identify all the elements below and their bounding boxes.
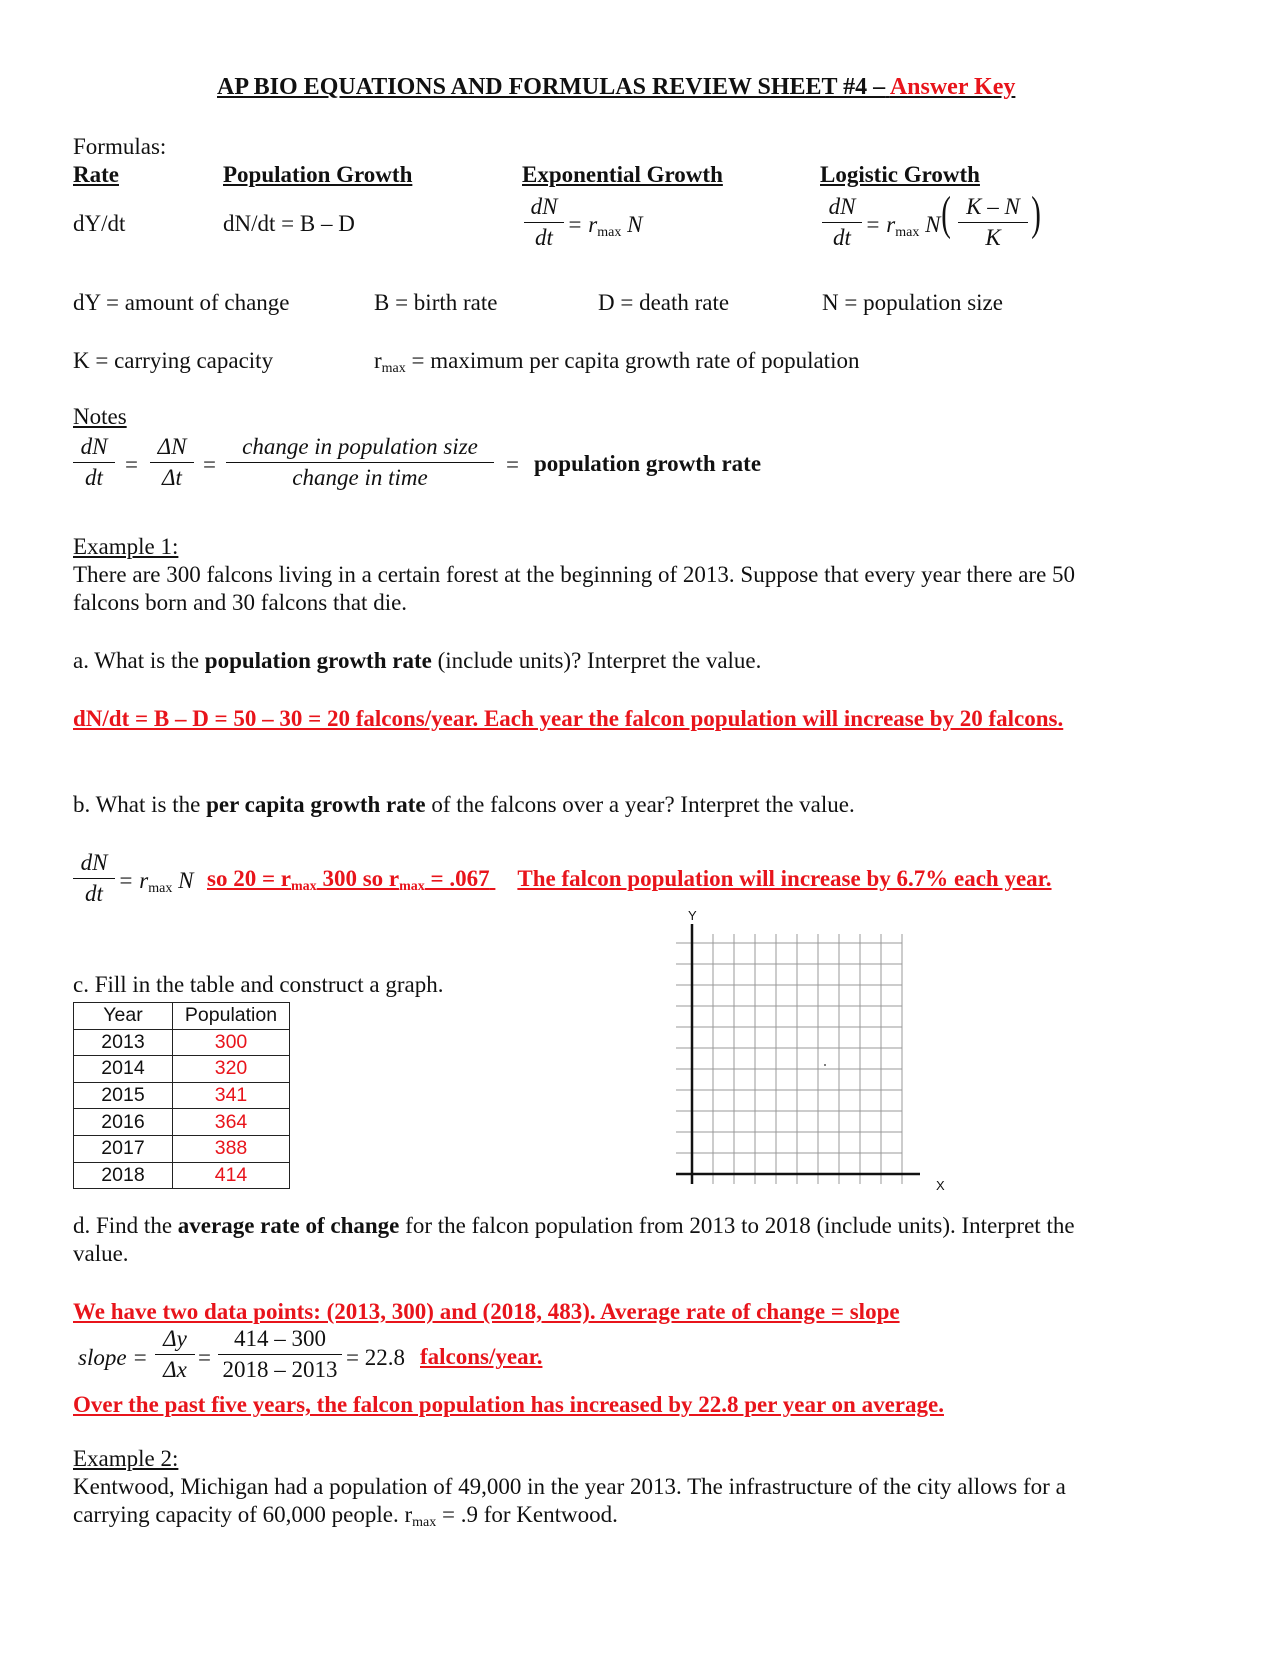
exponential-fraction — [524, 194, 564, 251]
notes-result: population growth rate — [534, 451, 762, 476]
slope-units: falcons/year. — [420, 1344, 543, 1369]
cell-population[interactable]: 414 — [173, 1162, 290, 1189]
slope-eq: = — [198, 1345, 211, 1370]
rate-heading: Rate — [73, 162, 119, 187]
table-row — [74, 1109, 290, 1136]
table-header-year: Year — [74, 1003, 173, 1030]
example1-label: Example 1: — [73, 534, 179, 559]
qd-prefix: d. Find the — [73, 1213, 178, 1238]
notes-change-time: change in time — [292, 465, 428, 490]
answer-key-label: Answer Key — [889, 74, 1016, 100]
notes-label: Notes — [73, 404, 127, 429]
def-rmax — [374, 348, 859, 377]
exp-num: dN — [524, 194, 564, 223]
answer-b — [207, 866, 1052, 895]
question-d — [73, 1213, 1075, 1239]
formulas-label: Formulas: — [73, 134, 167, 159]
slope-delta-fraction — [155, 1326, 195, 1383]
rmax-sub: max — [381, 361, 406, 376]
example2-sub: max — [412, 1515, 437, 1530]
question-c: c. Fill in the table and construct a graph. — [73, 972, 444, 997]
qb-den: dt — [85, 881, 103, 906]
cell-year: 2017 — [74, 1135, 173, 1162]
rmax-r: r — [374, 348, 382, 373]
cell-year: 2013 — [74, 1029, 173, 1056]
notes-dt: dt — [85, 465, 103, 490]
log-sub: max — [895, 225, 920, 240]
logistic-inner-fraction — [958, 194, 1028, 251]
rate-expr: dY/dt — [73, 211, 126, 236]
notes-words-fraction — [226, 434, 494, 491]
log-num: dN — [822, 194, 862, 223]
slope-num: 414 – 300 — [218, 1326, 342, 1355]
table-header-row — [74, 1003, 290, 1030]
log-inner-den: K — [985, 225, 1001, 250]
cell-year: 2014 — [74, 1056, 173, 1083]
slope-den: 2018 – 2013 — [222, 1357, 338, 1382]
example2-label: Example 2: — [73, 1446, 179, 1471]
qb-fraction — [73, 850, 115, 907]
slope-label: slope = — [78, 1345, 148, 1370]
exp-rhs: = r — [567, 212, 598, 237]
qb-rhs-tail: N — [178, 868, 194, 893]
population-table — [73, 1002, 290, 1189]
qa-suffix: (include units)? Interpret the value. — [431, 648, 762, 673]
example2-line1: Kentwood, Michigan had a population of 49,000 in the year 2013. The infrastructure of the city allows for a — [73, 1474, 1066, 1499]
notes-delta-n: ΔN — [150, 434, 194, 463]
cell-population[interactable]: 300 — [173, 1029, 290, 1056]
table-row — [74, 1056, 290, 1083]
slope-dy: Δy — [155, 1326, 195, 1355]
answer-d-line3: Over the past five years, the falcon population has increased by 22.8 per year on average. — [73, 1392, 944, 1417]
cell-year: 2016 — [74, 1109, 173, 1136]
log-inner-num: K – N — [958, 194, 1028, 223]
cell-population[interactable]: 388 — [173, 1135, 290, 1162]
logistic-fraction — [822, 194, 862, 251]
def-dy: dY = amount of change — [73, 290, 290, 315]
qb-rhs-r: = r — [118, 868, 149, 893]
cell-population[interactable]: 364 — [173, 1109, 290, 1136]
log-tail: N — [925, 212, 941, 237]
logistic-rhs — [865, 212, 940, 241]
notes-delta-fraction — [150, 434, 194, 491]
blank-graph[interactable] — [676, 924, 976, 1184]
notes-dn-dt — [73, 434, 115, 491]
table-row — [74, 1135, 290, 1162]
graph-x-label: X — [936, 1178, 945, 1193]
population-growth-heading: Population Growth — [223, 162, 413, 187]
question-b — [73, 792, 855, 818]
notes-eq-2: = — [203, 452, 216, 477]
table-row — [74, 1029, 290, 1056]
logistic-paren-right: ) — [1031, 187, 1041, 240]
def-k: K = carrying capacity — [73, 348, 274, 373]
exponential-rhs — [567, 212, 642, 241]
example1-line1: There are 300 falcons living in a certain forest at the beginning of 2013. Suppose that every year there are 50 — [73, 562, 1076, 587]
title-text: AP BIO EQUATIONS AND FORMULAS REVIEW SHEET #4 – — [217, 74, 886, 100]
answer-a: dN/dt = B – D = 50 – 30 = 20 falcons/year. Each year the falcon population will increase by 20 falcons. — [73, 706, 1064, 731]
def-b: B = birth rate — [374, 290, 498, 315]
cell-year: 2015 — [74, 1082, 173, 1109]
table-header-population: Population — [173, 1003, 290, 1030]
def-d: D = death rate — [598, 290, 730, 315]
population-growth-expr: dN/dt = B – D — [223, 211, 355, 236]
cell-population[interactable]: 320 — [173, 1056, 290, 1083]
question-a — [73, 648, 761, 674]
log-rhs: = r — [865, 212, 896, 237]
exp-sub: max — [597, 225, 622, 240]
table-row — [74, 1082, 290, 1109]
example1-line2: falcons born and 30 falcons that die. — [73, 590, 408, 615]
qd-bold: average rate of change — [177, 1213, 400, 1238]
graph-grid — [676, 934, 902, 1184]
logistic-growth-heading: Logistic Growth — [820, 162, 980, 187]
ans-b-sub2: max — [399, 879, 425, 894]
notes-delta-t: Δt — [162, 465, 182, 490]
example2-line2a: carrying capacity of 60,000 people. r — [73, 1502, 413, 1527]
qb-rhs-sub: max — [148, 881, 173, 896]
graph-y-label: Y — [688, 908, 697, 923]
def-n: N = population size — [822, 290, 1003, 315]
answer-d-line1: We have two data points: (2013, 300) and (2018, 483). Average rate of change = slope — [73, 1299, 900, 1324]
page-title — [217, 74, 1015, 101]
qb-rhs — [118, 868, 193, 897]
logistic-paren-left: ( — [941, 187, 951, 240]
ans-b-b: 300 so r — [316, 866, 400, 891]
ans-b-a: so 20 = r — [207, 866, 292, 891]
ans-b-d: The falcon population will increase by 6.7% each year. — [517, 866, 1052, 891]
qb-suffix: of the falcons over a year? Interpret the value. — [425, 792, 855, 817]
notes-eq-3: = — [506, 452, 519, 477]
qb-num: dN — [73, 850, 115, 879]
slope-value-fraction — [218, 1326, 342, 1383]
qa-bold: population growth rate — [204, 648, 432, 673]
example2-line2 — [73, 1502, 618, 1531]
exp-tail: N — [627, 212, 643, 237]
qa-prefix: a. What is the — [73, 648, 205, 673]
table-row — [74, 1162, 290, 1189]
slope-dx: Δx — [163, 1357, 187, 1382]
exp-den: dt — [535, 225, 553, 250]
cell-population[interactable]: 341 — [173, 1082, 290, 1109]
question-d-line2: value. — [73, 1241, 129, 1266]
notes-dn: dN — [73, 434, 115, 463]
cell-year: 2018 — [74, 1162, 173, 1189]
qd-suffix: for the falcon population from 2013 to 2018 (include units). Interpret the — [399, 1213, 1075, 1238]
graph-dot — [824, 1064, 826, 1066]
qb-prefix: b. What is the — [73, 792, 207, 817]
ans-b-c: = .067 — [424, 866, 490, 891]
example2-line2b: = .9 for Kentwood. — [436, 1502, 618, 1527]
qb-bold: per capita growth rate — [206, 792, 426, 817]
slope-result: = 22.8 — [346, 1345, 405, 1370]
notes-change-pop: change in population size — [226, 434, 494, 463]
notes-eq-1: = — [125, 452, 138, 477]
log-den: dt — [833, 225, 851, 250]
ans-b-sub1: max — [291, 879, 317, 894]
rmax-text: = maximum per capita growth rate of population — [411, 348, 860, 373]
exponential-growth-heading: Exponential Growth — [522, 162, 723, 187]
